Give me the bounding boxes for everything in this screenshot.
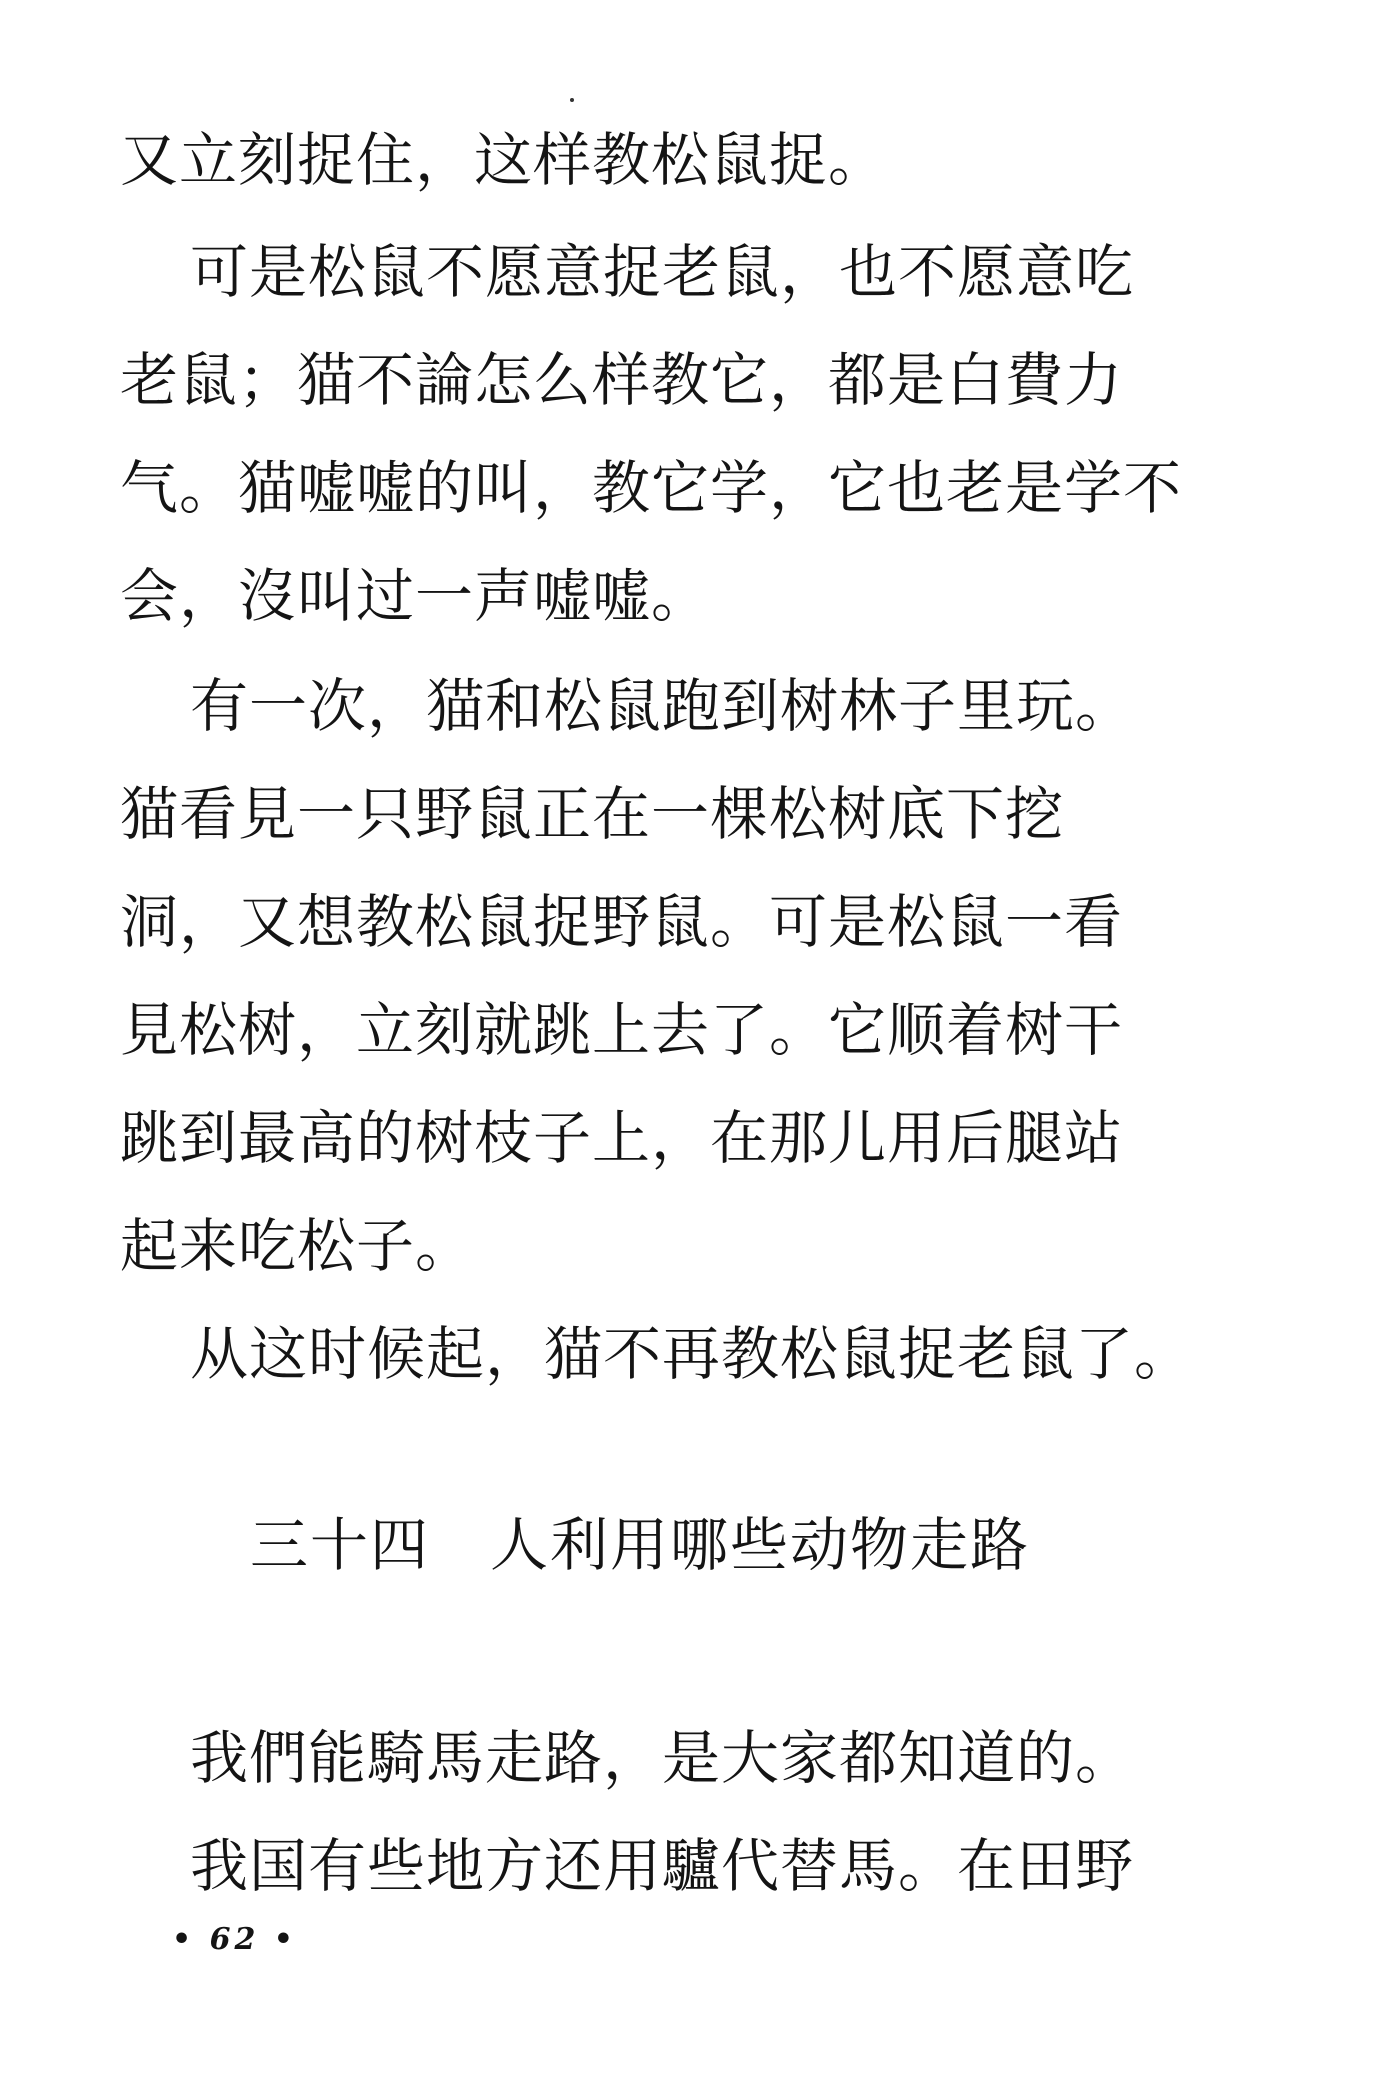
text-line-1: 又立刻捉住，这样教松鼠捉。: [120, 126, 888, 194]
text-line-13: 我們能騎馬走路，是大家都知道的。: [190, 1724, 1135, 1792]
text-line-5: 会，沒叫过一声嘘嘘。: [120, 562, 711, 630]
text-line-2: 可是松鼠不愿意捉老鼠，也不愿意吃: [190, 238, 1135, 306]
page-number: • 62 •: [172, 1922, 297, 1957]
print-speck: [570, 98, 574, 102]
text-line-6: 有一次，猫和松鼠跑到树林子里玩。: [190, 672, 1135, 740]
text-line-14: 我国有些地方还用驢代替馬。在田野: [190, 1832, 1135, 1900]
text-line-4: 气。猫嘘嘘的叫，教它学，它也老是学不: [120, 454, 1183, 522]
section-heading: 三十四 人利用哪些动物走路: [250, 1511, 1031, 1579]
text-line-8: 洞，又想教松鼠捉野鼠。可是松鼠一看: [120, 888, 1124, 956]
text-line-12: 从这时候起，猫不再教松鼠捉老鼠了。: [190, 1320, 1194, 1388]
text-line-7: 猫看見一只野鼠正在一棵松树底下挖: [120, 780, 1065, 848]
text-line-10: 跳到最高的树枝子上，在那儿用后腿站: [120, 1104, 1124, 1172]
text-line-9: 見松树，立刻就跳上去了。它顺着树干: [120, 996, 1124, 1064]
text-line-11: 起来吃松子。: [120, 1212, 475, 1280]
text-line-3: 老鼠；猫不論怎么样教它，都是白費力: [120, 346, 1124, 414]
